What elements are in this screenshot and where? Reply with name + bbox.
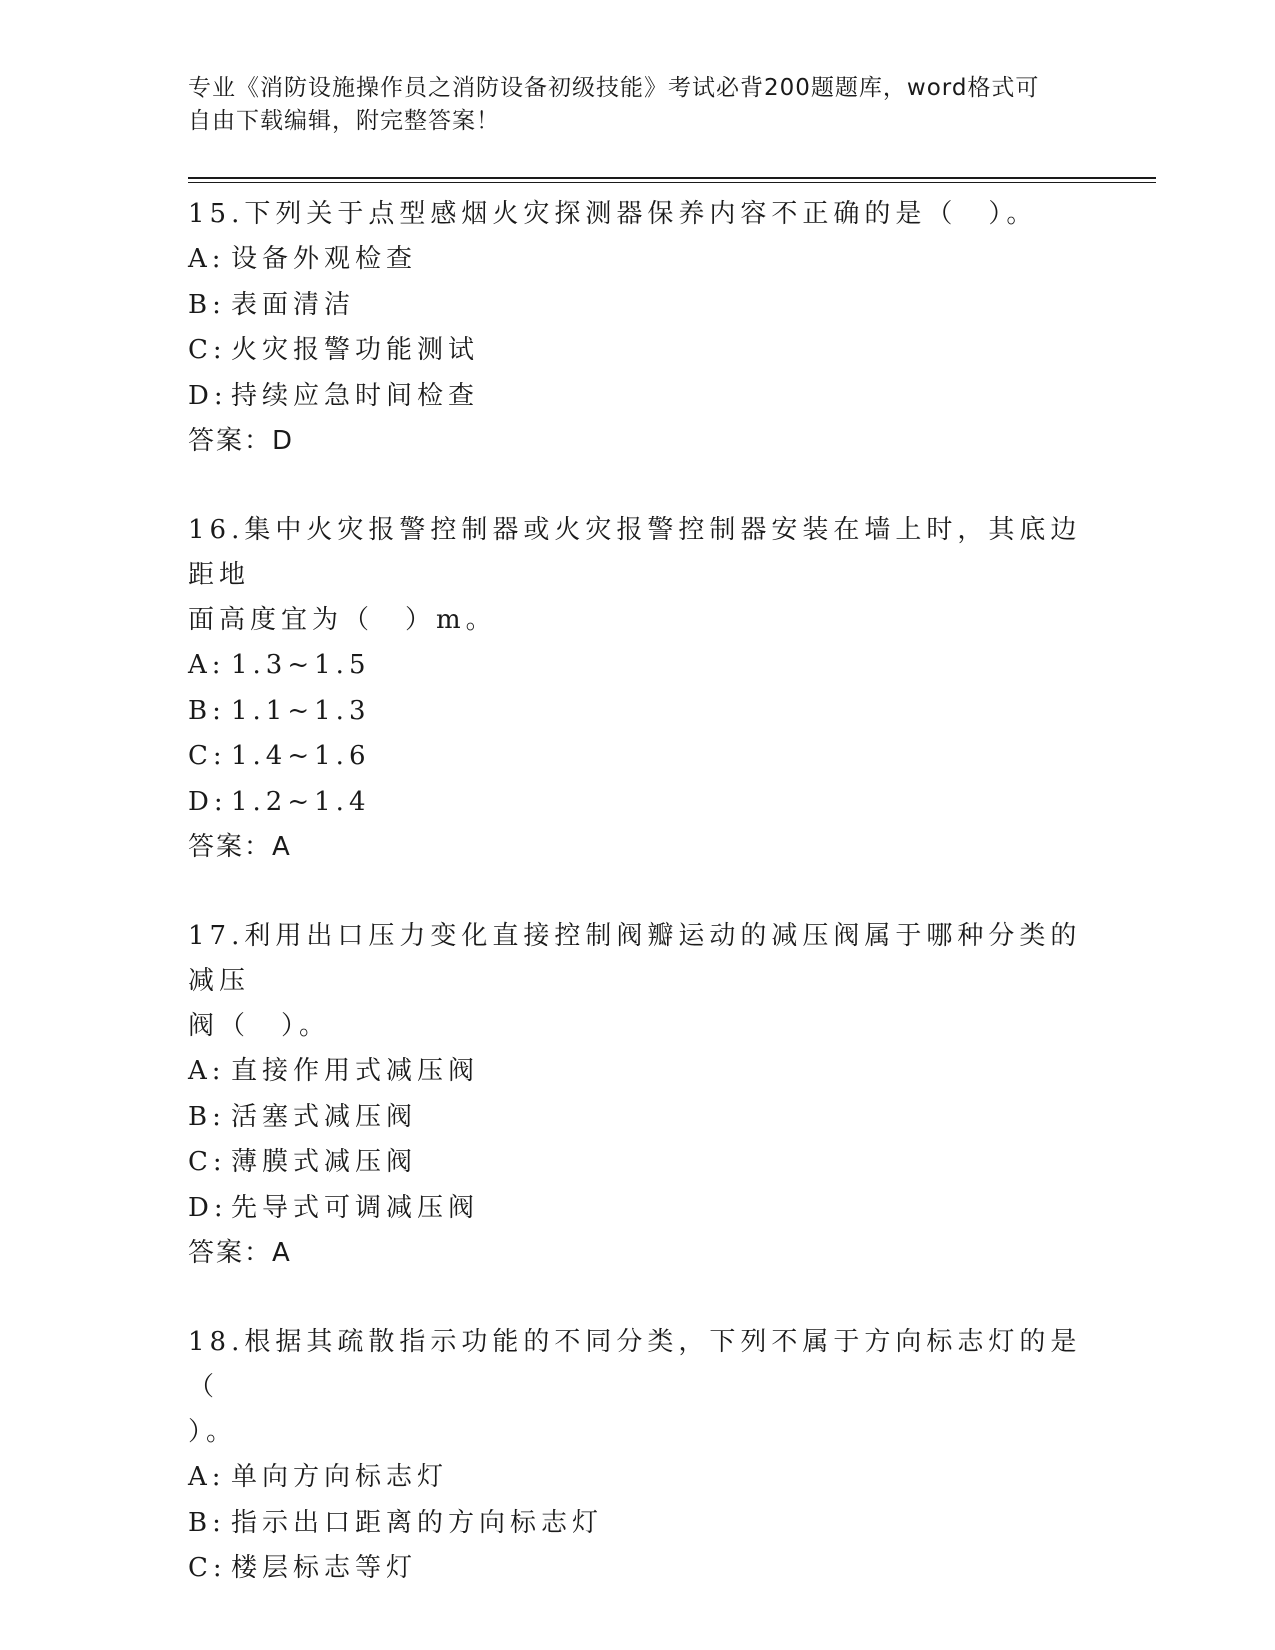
header-divider [188,177,1156,183]
option-c [188,328,1088,374]
option-label: C: [188,741,227,771]
option-d [188,780,1088,826]
option-text: 1.1~1.3 [231,695,371,726]
header-line-1: 专业《消防设施操作员之消防设备初级技能》考试必背200题题库，word格式可 [188,75,1040,101]
option-c [188,1140,1088,1186]
document-header [188,72,1088,138]
option-label: C: [188,1553,227,1583]
option-a [188,1049,1088,1095]
option-text: 先导式可调减压阀 [231,1192,480,1223]
option-text: 薄膜式减压阀 [231,1147,418,1177]
option-text: 活塞式减压阀 [231,1101,418,1132]
option-label: D: [188,1192,228,1223]
option-a [188,237,1088,283]
option-label: D: [188,786,228,817]
option-label: A: [188,1056,226,1086]
option-text: 火灾报警功能测试 [231,335,480,365]
answer: 答案：A [188,1238,292,1268]
question-list [188,192,1088,1636]
option-label: B: [188,1507,226,1538]
option-text: 表面清洁 [231,289,356,320]
question-stem-continued: 面高度宜为（ ）m。 [188,605,497,635]
question-stem-continued: ）。 [188,1417,238,1447]
option-text: 1.3~1.5 [231,650,371,680]
question-stem: 15.下列关于点型感烟火灾探测器保养内容不正确的是（ ）。 [188,199,1038,229]
option-c [188,734,1088,780]
option-c [188,1546,1088,1592]
question-15 [188,192,1088,464]
option-text: 持续应急时间检查 [231,380,480,411]
answer: 答案：A [188,832,292,862]
question-stem: 18.根据其疏散指示功能的不同分类，下列不属于方向标志灯的是（ [188,1327,1082,1402]
option-text: 指示出口距离的方向标志灯 [231,1507,604,1538]
question-stem: 17.利用出口压力变化直接控制阀瓣运动的减压阀属于哪种分类的减压 [188,921,1082,996]
option-a [188,1455,1088,1501]
option-d [188,374,1088,420]
option-b [188,1095,1088,1141]
option-label: A: [188,650,226,680]
option-b [188,1501,1088,1547]
option-text: 单向方向标志灯 [231,1462,449,1492]
option-text: 设备外观检查 [231,244,418,274]
option-label: A: [188,244,226,274]
option-label: C: [188,335,227,365]
question-18 [188,1320,1088,1592]
option-text: 楼层标志等灯 [231,1553,418,1583]
option-label: B: [188,289,226,320]
option-label: B: [188,695,226,726]
option-text: 1.2~1.4 [231,786,371,817]
option-label: A: [188,1462,226,1492]
header-line-2: 自由下载编辑，附完整答案！ [188,108,500,134]
option-label: D: [188,380,228,411]
question-stem-continued: 阀（ ）。 [188,1011,331,1041]
option-text: 直接作用式减压阀 [231,1056,480,1086]
answer: 答案：D [188,426,295,456]
option-d [188,1186,1088,1232]
option-label: B: [188,1101,226,1132]
option-b [188,283,1088,329]
question-stem: 16.集中火灾报警控制器或火灾报警控制器安装在墙上时，其底边距地 [188,515,1082,590]
option-label: C: [188,1147,227,1177]
option-a [188,643,1088,689]
question-16 [188,508,1088,870]
question-17 [188,914,1088,1276]
option-b [188,689,1088,735]
option-text: 1.4~1.6 [231,741,371,771]
